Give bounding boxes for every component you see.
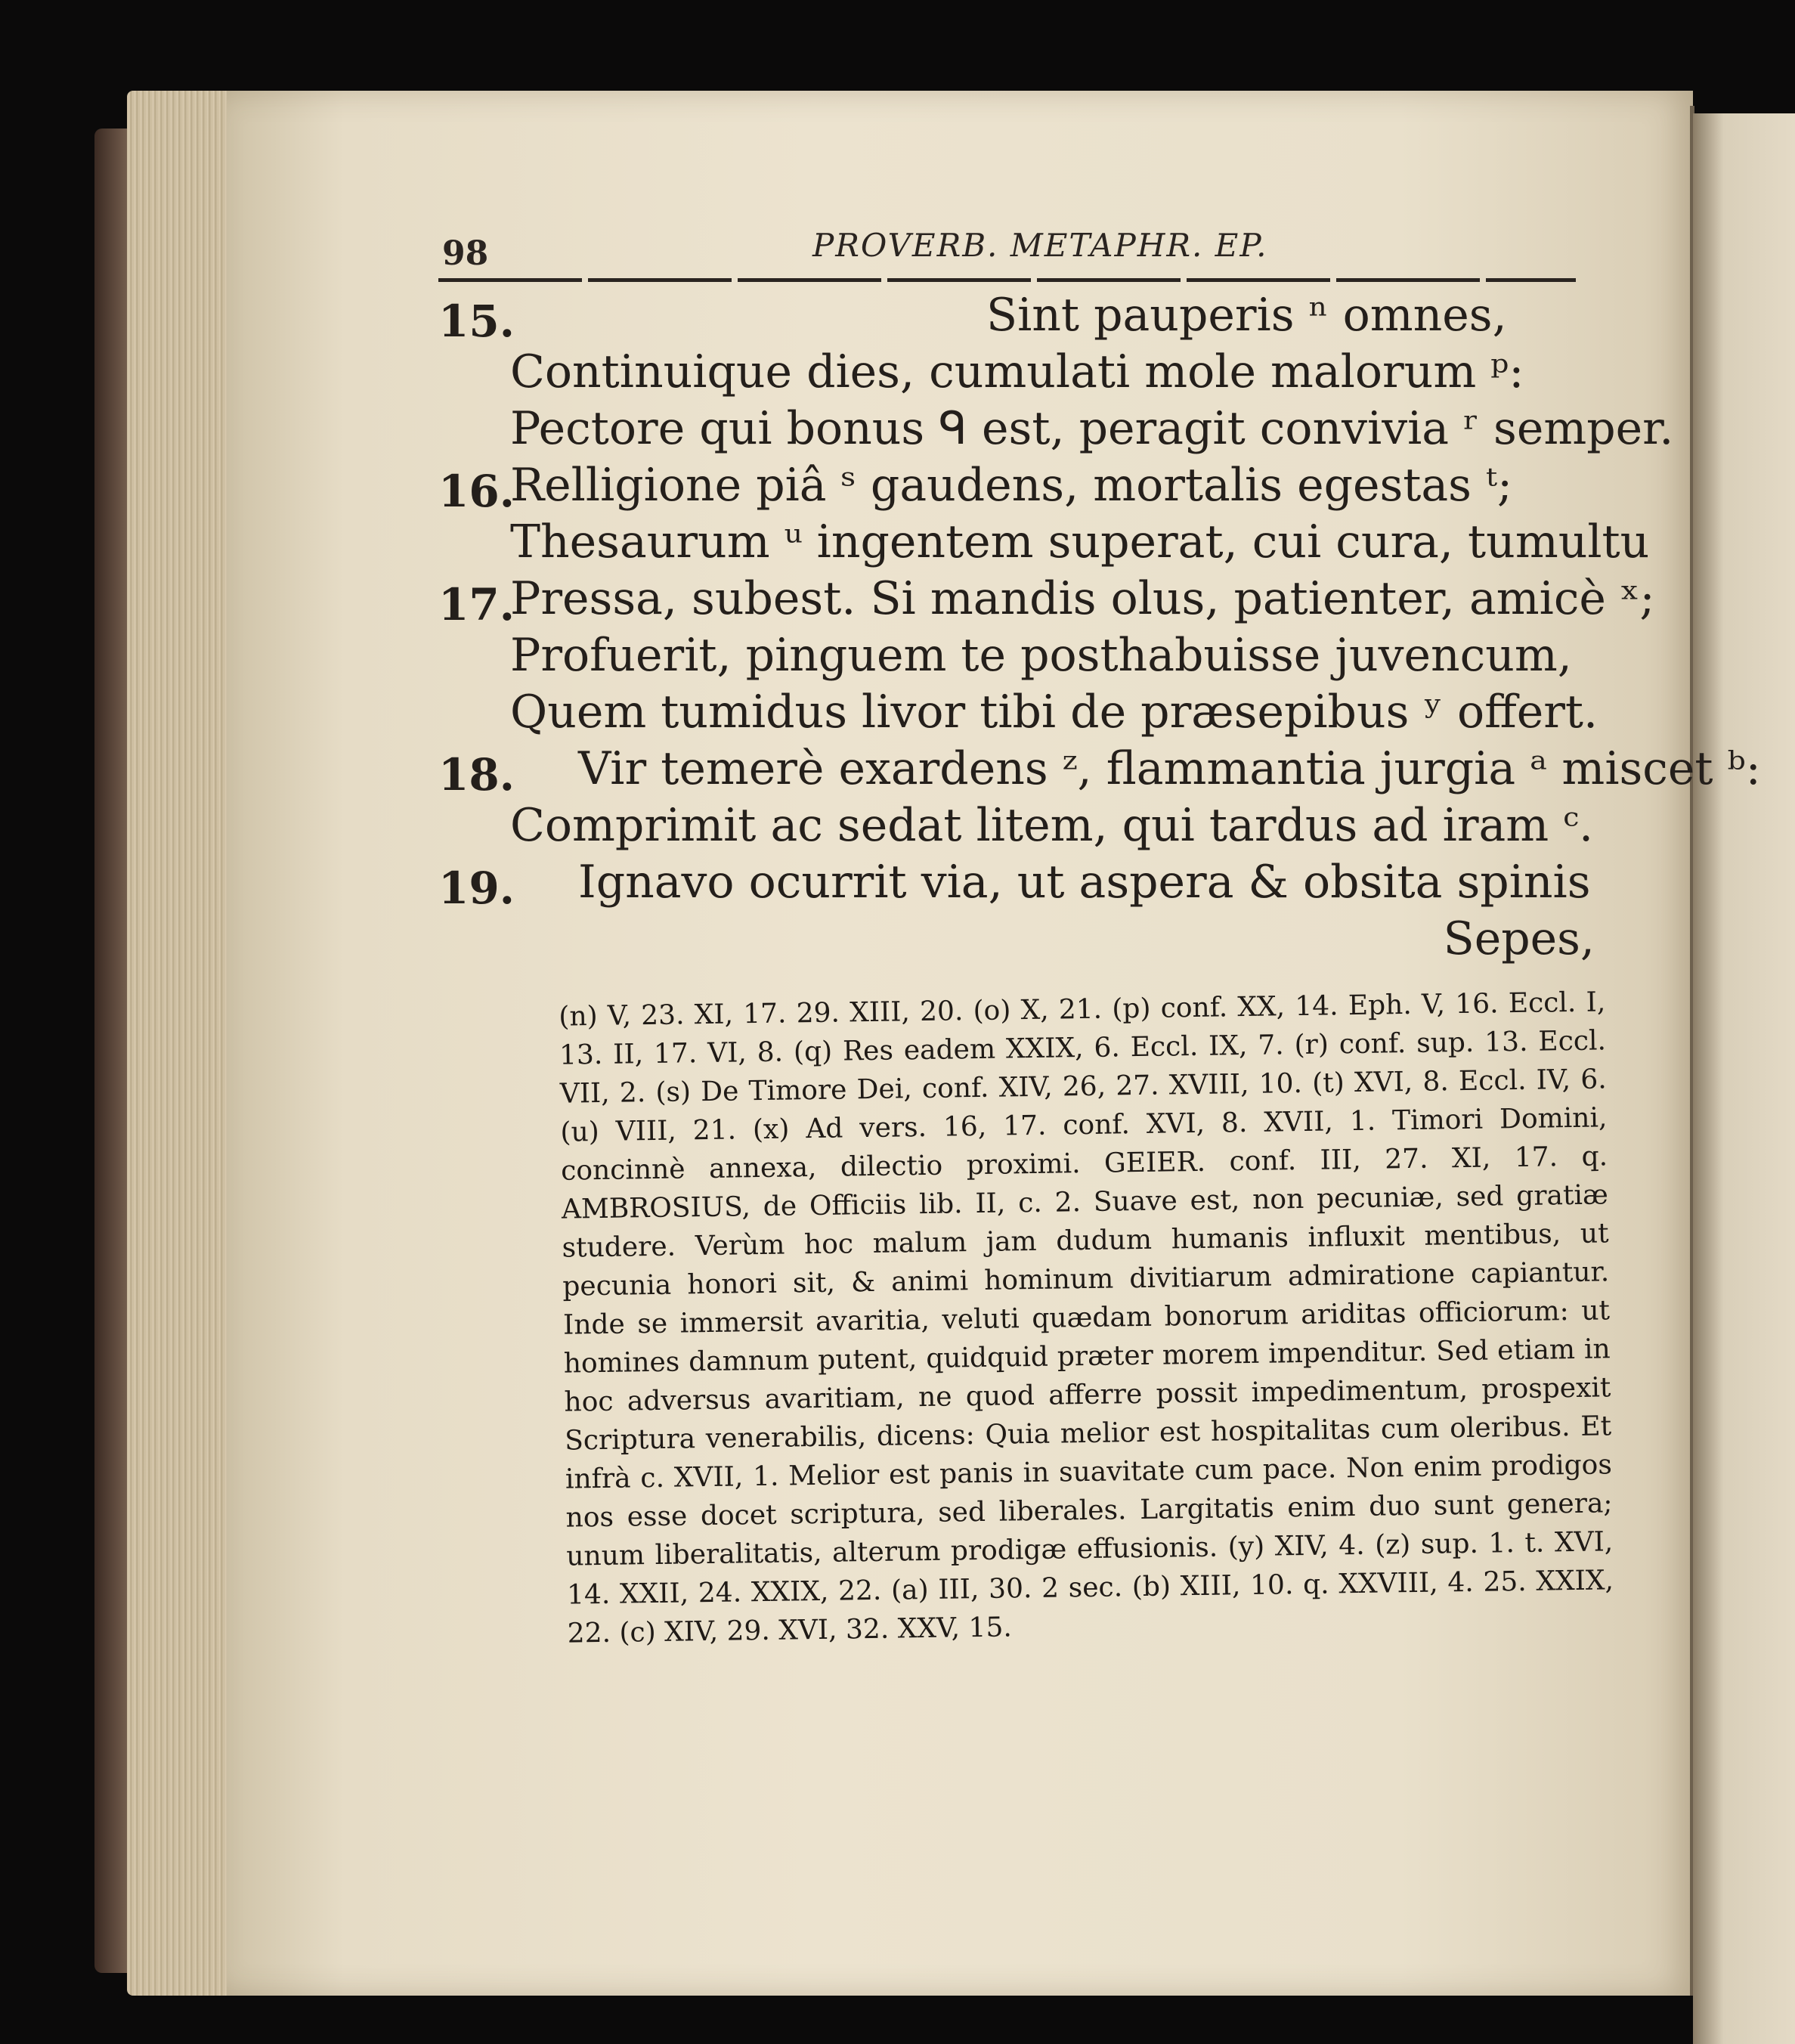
verse-text: Sepes,	[1443, 912, 1595, 965]
verse-line	[438, 911, 1595, 968]
page-header	[442, 227, 1576, 280]
header-rule	[438, 278, 1576, 282]
verse-line	[438, 344, 1595, 401]
verse-line	[438, 854, 1595, 914]
facing-page	[1693, 113, 1795, 2044]
verse-text: Profuerit, pinguem te posthabuisse juvencum,	[510, 629, 1572, 682]
verse-text: Pectore qui bonus ᑫ est, peragit convivia ʳ semper.	[510, 402, 1674, 455]
verse-text: Continuique dies, cumulati mole malorum ᵖ:	[510, 345, 1524, 398]
verse-line	[438, 571, 1655, 630]
verse-text: Quem tumidus livor tibi de præsepibus ʸ offert.	[510, 686, 1598, 739]
verse-text: Thesaurum ᵘ ingentem superat, cui cura, tumultu	[510, 516, 1650, 568]
verse-number: 16.	[438, 466, 515, 517]
verse-line	[438, 457, 1595, 517]
verse-number: 19.	[438, 863, 515, 914]
verse-text: Comprimit ac sedat litem, qui tardus ad iram ᶜ.	[510, 799, 1594, 852]
verse-line	[438, 684, 1598, 741]
verse-number: 15.	[438, 296, 515, 347]
verse-text: Vir temerè exardens ᶻ, flammantia jurgia ᵃ miscet ᵇ:	[578, 742, 1761, 795]
verse-line	[438, 741, 1761, 801]
verse-text: Sint pauperis ⁿ omnes,	[986, 289, 1507, 342]
verse-line	[438, 797, 1595, 854]
verse-text: Relligione piâ ˢ gaudens, mortalis egestas ᵗ;	[510, 459, 1513, 512]
verse-line	[438, 627, 1595, 684]
verse-line	[438, 514, 1650, 571]
page-number: 98	[442, 234, 489, 273]
verse-block	[438, 287, 1761, 968]
verse-number: 18.	[438, 749, 515, 801]
verse-line	[438, 287, 1595, 347]
verse-text: Ignavo ocurrit via, ut aspera & obsita spinis	[578, 856, 1591, 909]
running-title: PROVERB. METAPHR. EP.	[812, 227, 1268, 264]
verse-text: Pressa, subest. Si mandis olus, patienter, amicè ˣ;	[510, 572, 1655, 625]
footnotes-text: (n) V, 23. XI, 17. 29. XIII, 20. (o) X, 21. (p) conf. XX, 14. Eph. V, 16. Eccl. I, 13. II, 17. VI, 8. (q) Res eadem XXIX, 6. Eccl. IX, 7. (r) conf. sup. 13. Eccl. VII, 2. (s) De Timore Dei, conf. XIV, 26, 27. XVIII, 10. (t) XVI, 8. Eccl. IV, 6. (u) VIII, 21. (x) Ad vers. 16, 17. conf. XVI, 8. XVII, 1. Timori Domini, concinnè annexa, dilectio proximi. GEIER. conf. III, 27. XI, 17. q. AMBROSIUS, de Officiis lib. II, c. 2. Suave est, non pecuniæ, sed gratiæ studere. Verùm hoc malum jam dudum humanis influxit mentibus, ut pecunia honori sit, & animi hominum divitiarum admiratione capiantur. Inde se immersit avaritia, veluti quædam bonorum ariditas officiorum: ut homines damnum putent, quidquid præter morem impenditur. Sed etiam in hoc adversus avaritiam, ne quod afferre possit impedimentum, prospexit Scriptura venerabilis, dicens: Quia melior est hospitalitas cum oleribus. Et infrà c. XVII, 1. Melior est panis in suavitate cum pace. Non enim prodigos nos esse docet scriptura, sed liberales. Largitatis enim duo sunt genera; unum liberalitatis, alterum prodigæ effusionis. (y) XIV, 4. (z) sup. 1. t. XVI, 14. XXII, 24. XXIX, 22. (a) III, 30. 2 sec. (b) XIII, 10. q. XXVIII, 4. 25. XXIX, 22. (c) XIV, 29. XVI, 32. XXV, 15.	[559, 986, 1614, 1649]
footnotes	[559, 983, 1614, 1652]
verse-number: 17.	[438, 579, 515, 630]
verse-line	[438, 401, 1674, 457]
